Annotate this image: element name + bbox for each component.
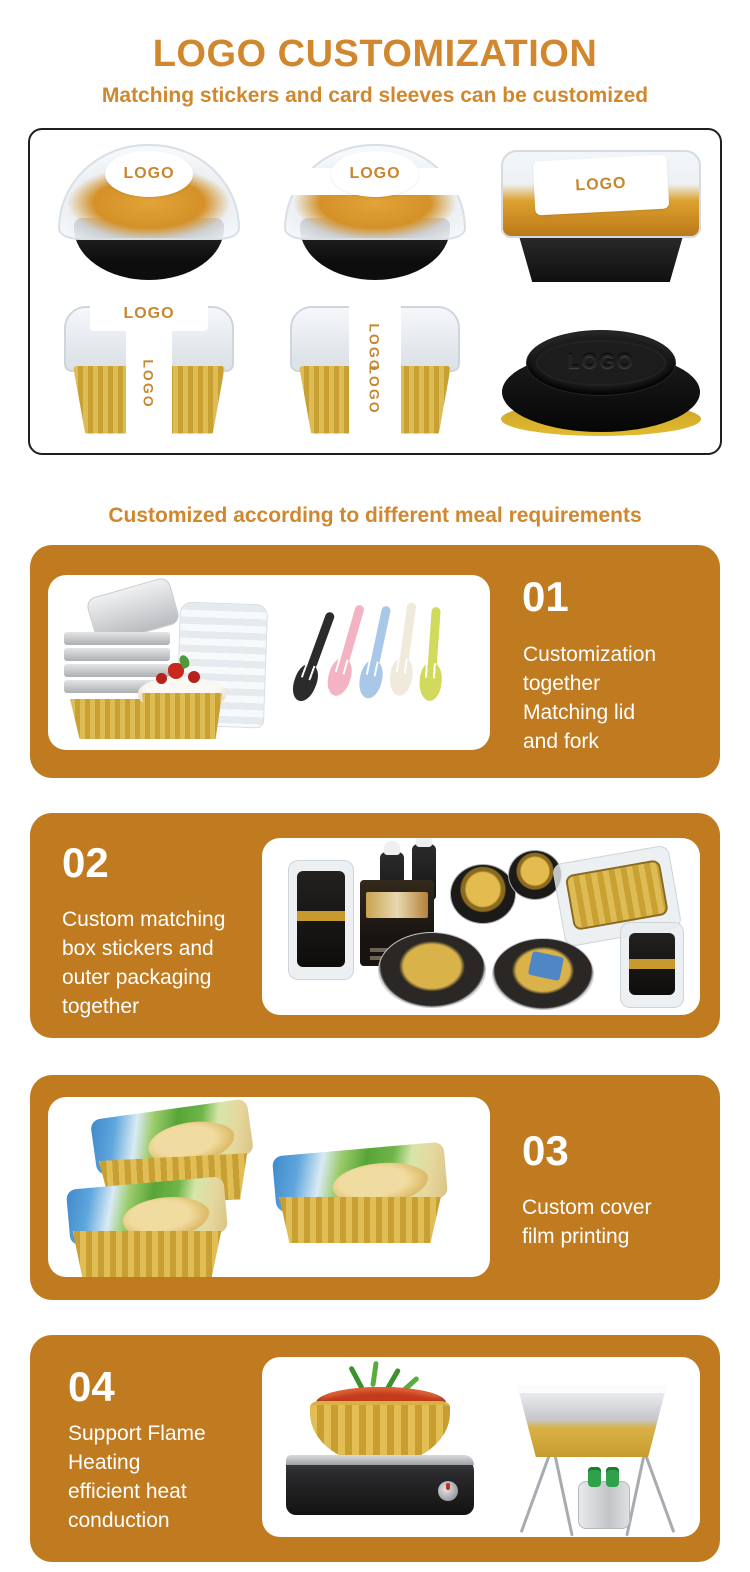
fuel-bottle [606,1467,619,1487]
feature-text-line: Custom cover [522,1196,652,1219]
vertical-logo-band [349,298,401,440]
feature-text-line: box stickers and [62,937,214,960]
feature-text-line: film printing [522,1225,630,1248]
feature-number: 01 [522,573,569,620]
wire-stand-leg [553,1454,573,1537]
product-round-lid-band-sticker [262,134,488,292]
feature-text-line: outer packaging [62,966,212,989]
page-subtitle: Matching stickers and card sleeves can be customized [101,84,649,107]
logo-text: LOGO [123,304,175,322]
wrapped-gold-bowl [378,932,486,1008]
round-logo-sticker [331,151,419,197]
feature-card-04 [30,1335,720,1562]
round-logo-sticker [105,151,193,197]
portable-gas-stove [286,1455,474,1515]
gold-cup [140,693,224,739]
sleeve-top-panel [90,297,208,331]
feature-text-line: Support Flame [68,1422,206,1445]
vertical-sleeve-strip [126,329,172,439]
feature-text-line: Customization [523,643,657,666]
feature-text [522,1193,652,1251]
logo-card-sleeve [533,155,670,216]
feature-number: 04 [68,1363,115,1410]
stove-knob [438,1481,458,1501]
logo-product-gallery [28,128,722,455]
wrapped-container-pack [288,860,354,980]
page-title: LOGO CUSTOMIZATION [152,33,598,76]
logo-text-vertical: LOGO [141,358,158,409]
logo-text: LOGO [349,165,401,182]
product-square-vertical-band [262,292,488,450]
fork-icon [416,606,448,717]
feature-text-line: efficient heat [68,1480,187,1503]
feature-03-image [48,1097,490,1277]
product-round-lid-sticker [36,134,262,292]
feature-text-line: Matching lid [523,701,636,724]
logo-text-vertical: LOGO [366,322,383,373]
wire-stand-leg [644,1453,676,1533]
logo-text: LOGO [575,174,627,195]
product-black-embossed-lid [488,292,714,450]
wire-stand-leg [520,1453,552,1533]
product-rect-card-sleeve [488,134,714,292]
dessert-cup [140,671,224,739]
embossed-black-lid [526,330,676,396]
black-base [515,234,687,282]
printed-film-container [274,1149,446,1243]
wrapped-container-pack [620,922,684,1008]
feature-text-line: Custom matching [62,908,226,931]
feature-number: 02 [62,839,109,886]
feature-04-image [262,1357,700,1537]
gold-foil-body [68,1231,226,1277]
feature-card-01 [30,545,720,778]
feature-text-line: together [62,995,140,1018]
meal-requirements-heading: Customized according to different meal requirements [108,504,642,528]
strawberry [156,673,167,684]
feature-card-03 [30,1075,720,1300]
gold-foil-tray [514,1385,670,1457]
fork-set [300,601,470,731]
fuel-burner [578,1481,630,1529]
feature-card-02 [30,813,720,1038]
logo-text-vertical: LOGO [366,364,383,415]
embossed-logo-text: LOGO [567,351,635,373]
feature-number: 03 [522,1127,569,1174]
feature-01-image [48,575,490,750]
logo-text: LOGO [123,165,175,182]
strawberry [188,671,200,683]
feature-02-image [262,838,700,1015]
feature-text [523,640,656,756]
feature-text-line: conduction [68,1509,170,1532]
product-square-t-sleeve [36,292,262,450]
fuel-bottle [588,1467,601,1487]
feature-text [62,905,225,1021]
printed-film-container [68,1183,226,1277]
gold-black-container-stack [450,864,516,924]
feature-text-line: together [523,672,601,695]
feature-text-line: Heating [68,1451,141,1474]
gold-foil-body [274,1197,446,1243]
feature-text-line: and fork [523,730,599,753]
feature-text [68,1419,206,1535]
